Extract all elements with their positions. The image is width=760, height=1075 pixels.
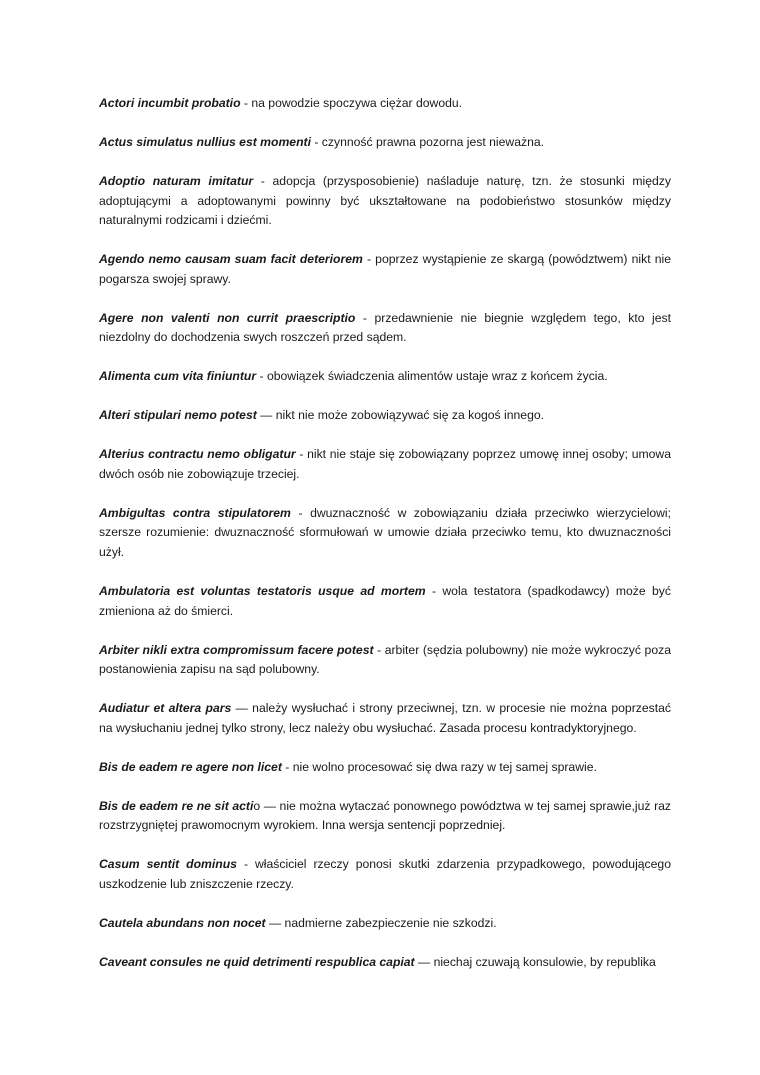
- entry-term: Ambulatoria est voluntas testatoris usque ad mortem: [99, 584, 426, 599]
- list-item: [99, 855, 671, 894]
- entry-definition: - arbiter (sędzia polubowny) nie może wykroczyć poza postanowienia zapisu na sąd polubowny.: [99, 642, 671, 677]
- entry-term: Actus simulatus nullius est momenti: [99, 134, 311, 149]
- entry-term: Alimenta cum vita finiuntur: [99, 369, 257, 384]
- list-item: [99, 797, 671, 836]
- list-item: [99, 758, 671, 778]
- entry-definition: - nie wolno procesować się dwa razy w tej samej sprawie.: [281, 759, 597, 774]
- entry-definition: - nikt nie staje się zobowiązany poprzez umowę innej osoby; umowa dwóch osób nie zobowiązuje trzeciej.: [99, 447, 671, 481]
- entry-term: Casum sentit dominus: [99, 857, 237, 872]
- entry-definition: - adopcja (przysposobienie) naśladuje naturę, tzn. że stosunki między adoptującymi a adoptowanymi powinny być ukształtowane na podobieństwo stosunków między naturalnymi rodzicami i dziećmi.: [99, 173, 671, 228]
- entry-term: Bis de eadem re agere non licet: [99, 759, 282, 774]
- entry-definition: - przedawnienie nie biegnie względem tego, kto jest niezdolny do dochodzenia swych roszczeń przed sądem.: [99, 310, 671, 345]
- entry-term: Agere non valenti non currit praescriptio: [99, 310, 356, 325]
- list-item: [99, 172, 671, 231]
- entry-definition: - dwuznaczność w zobowiązaniu działa przeciwko wierzycielowi; szersze rozumienie: dwuznaczność sformułowań w umowie działa przeciwko temu, kto dwuznaczności użył.: [99, 505, 671, 560]
- entry-term: Audiatur et altera pars: [99, 701, 232, 716]
- entry-definition: — nikt nie może zobowiązywać się za kogoś innego.: [256, 408, 545, 423]
- list-item: [99, 133, 671, 153]
- entry-term: Alterius contractu nemo obligatur: [99, 447, 296, 462]
- list-item: [99, 953, 671, 973]
- entry-definition: - wola testatora (spadkodawcy) może być zmieniona aż do śmierci.: [99, 584, 671, 618]
- entry-definition: - na powodzie spoczywa ciężar dowodu.: [240, 96, 463, 110]
- entry-term: Bis de eadem re ne sit acti: [99, 798, 254, 813]
- entry-definition: - obowiązek świadczenia alimentów ustaje wraz z końcem życia.: [256, 369, 608, 384]
- entry-definition: — należy wysłuchać i strony przeciwnej, tzn. w procesie nie można poprzestać na wysłuchaniu jednej tylko strony, lecz należy obu wysłuchać. Zasada procesu kontradyktoryjnego.: [99, 701, 671, 735]
- list-item: [99, 582, 671, 621]
- list-item: [99, 641, 671, 680]
- entry-term: Agendo nemo causam suam facit deteriorem: [99, 252, 363, 267]
- entry-definition: - poprzez wystąpienie ze skargą (powództwem) nikt nie pogarsza swojej sprawy.: [99, 252, 671, 286]
- list-item: [99, 445, 671, 484]
- list-item: [99, 367, 671, 387]
- entry-definition: - właściciel rzeczy ponosi skutki zdarzenia przypadkowego, powodującego uszkodzenie lub zniszczenie rzeczy.: [99, 857, 671, 891]
- list-item: [99, 309, 671, 348]
- entry-definition: - czynność prawna pozorna jest nieważna.: [310, 134, 545, 149]
- list-item: [99, 406, 671, 426]
- entry-definition: — nadmierne zabezpieczenie nie szkodzi.: [265, 915, 497, 930]
- entry-term: Cautela abundans non nocet: [99, 915, 266, 930]
- list-item: [99, 94, 671, 114]
- entry-term: Adoptio naturam imitatur: [99, 173, 254, 188]
- entry-term: Actori incumbit probatio: [99, 96, 241, 110]
- list-item: [99, 504, 671, 563]
- list-item: [99, 699, 671, 738]
- entry-definition: — niechaj czuwają konsulowie, by republika: [414, 954, 656, 969]
- entry-definition: o — nie można wytaczać ponownego powództwa w tej samej sprawie,już raz rozstrzygniętej prawomocnym wyrokiem. Inna wersja sentencji poprzedniej.: [99, 798, 672, 833]
- entry-term: Ambigultas contra stipulatorem: [99, 505, 291, 520]
- entry-term: Arbiter nikli extra compromissum facere potest: [99, 642, 374, 657]
- entry-term: Alteri stipulari nemo potest: [99, 408, 257, 423]
- document-body: [99, 94, 671, 992]
- entry-term: Caveant consules ne quid detrimenti respublica capiat: [99, 954, 415, 969]
- list-item: [99, 250, 671, 289]
- list-item: [99, 914, 671, 934]
